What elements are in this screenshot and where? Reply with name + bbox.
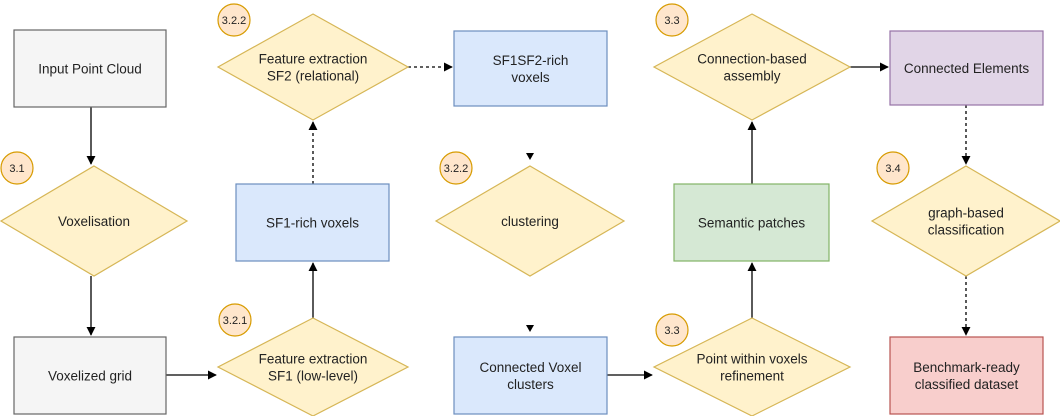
badge-label: 3.2.2 bbox=[443, 163, 469, 175]
node-label: SF1SF2-rich bbox=[492, 53, 569, 68]
section-badge bbox=[656, 314, 688, 346]
node-label: clustering bbox=[501, 214, 559, 229]
node-label: Input Point Cloud bbox=[38, 61, 142, 77]
node-connected-elements bbox=[890, 31, 1043, 105]
node-label: Semantic patches bbox=[697, 215, 806, 231]
node-label: Feature extraction bbox=[258, 51, 368, 67]
node-diamond bbox=[218, 318, 408, 416]
node-label: refinement bbox=[720, 368, 784, 384]
badge-label: 3.3 bbox=[664, 325, 680, 337]
section-badge bbox=[440, 152, 472, 184]
node-label: Point within voxels bbox=[696, 351, 808, 367]
badge-label: 3.2.1 bbox=[222, 315, 248, 327]
node-label: voxels bbox=[511, 70, 550, 85]
node-box bbox=[454, 337, 607, 414]
node-voxelized-grid bbox=[14, 337, 166, 414]
node-sf1-rich-voxels bbox=[236, 184, 389, 261]
node-label: assembly bbox=[723, 68, 781, 84]
dangling-arrowhead-icon bbox=[526, 153, 534, 160]
badge-label: 3.2.2 bbox=[221, 15, 247, 27]
section-badge bbox=[218, 4, 250, 36]
node-label: SF1-rich voxels bbox=[265, 215, 360, 231]
node-label: SF1 (low-level) bbox=[267, 368, 359, 384]
node-sf1sf2-rich-voxels bbox=[454, 31, 607, 106]
dangling-arrowhead-icon bbox=[526, 325, 534, 332]
node-voxelisation bbox=[1, 166, 187, 276]
node-label: Feature extraction bbox=[258, 351, 368, 367]
node-box bbox=[454, 31, 607, 106]
section-badge bbox=[656, 4, 688, 36]
node-benchmark-dataset bbox=[890, 337, 1043, 414]
node-box bbox=[890, 337, 1043, 414]
section-badge bbox=[1, 152, 33, 184]
node-label: Connection-based bbox=[697, 51, 807, 67]
node-label: clusters bbox=[507, 377, 554, 392]
node-clustering bbox=[436, 166, 624, 276]
badge-label: 3.3 bbox=[664, 15, 680, 27]
section-badge bbox=[219, 304, 251, 336]
node-label: classification bbox=[927, 222, 1005, 238]
badge-label: 3.1 bbox=[9, 163, 25, 175]
node-semantic-patches bbox=[674, 184, 829, 261]
node-label: Voxelisation bbox=[57, 214, 131, 229]
node-label: Benchmark-ready bbox=[913, 360, 1020, 375]
badge-label: 3.4 bbox=[885, 163, 901, 175]
node-label: Connected Voxel bbox=[479, 360, 582, 375]
node-label: classified dataset bbox=[914, 377, 1019, 392]
node-label: SF2 (relational) bbox=[266, 68, 360, 84]
node-input-point-cloud bbox=[14, 30, 166, 107]
node-label: graph-based bbox=[928, 205, 1004, 221]
node-label: Connected Elements bbox=[903, 61, 1030, 76]
node-feature-sf1 bbox=[218, 318, 408, 416]
node-label: Voxelized grid bbox=[47, 368, 133, 384]
node-connected-voxel-clusters bbox=[454, 337, 607, 414]
section-badge bbox=[877, 152, 909, 184]
